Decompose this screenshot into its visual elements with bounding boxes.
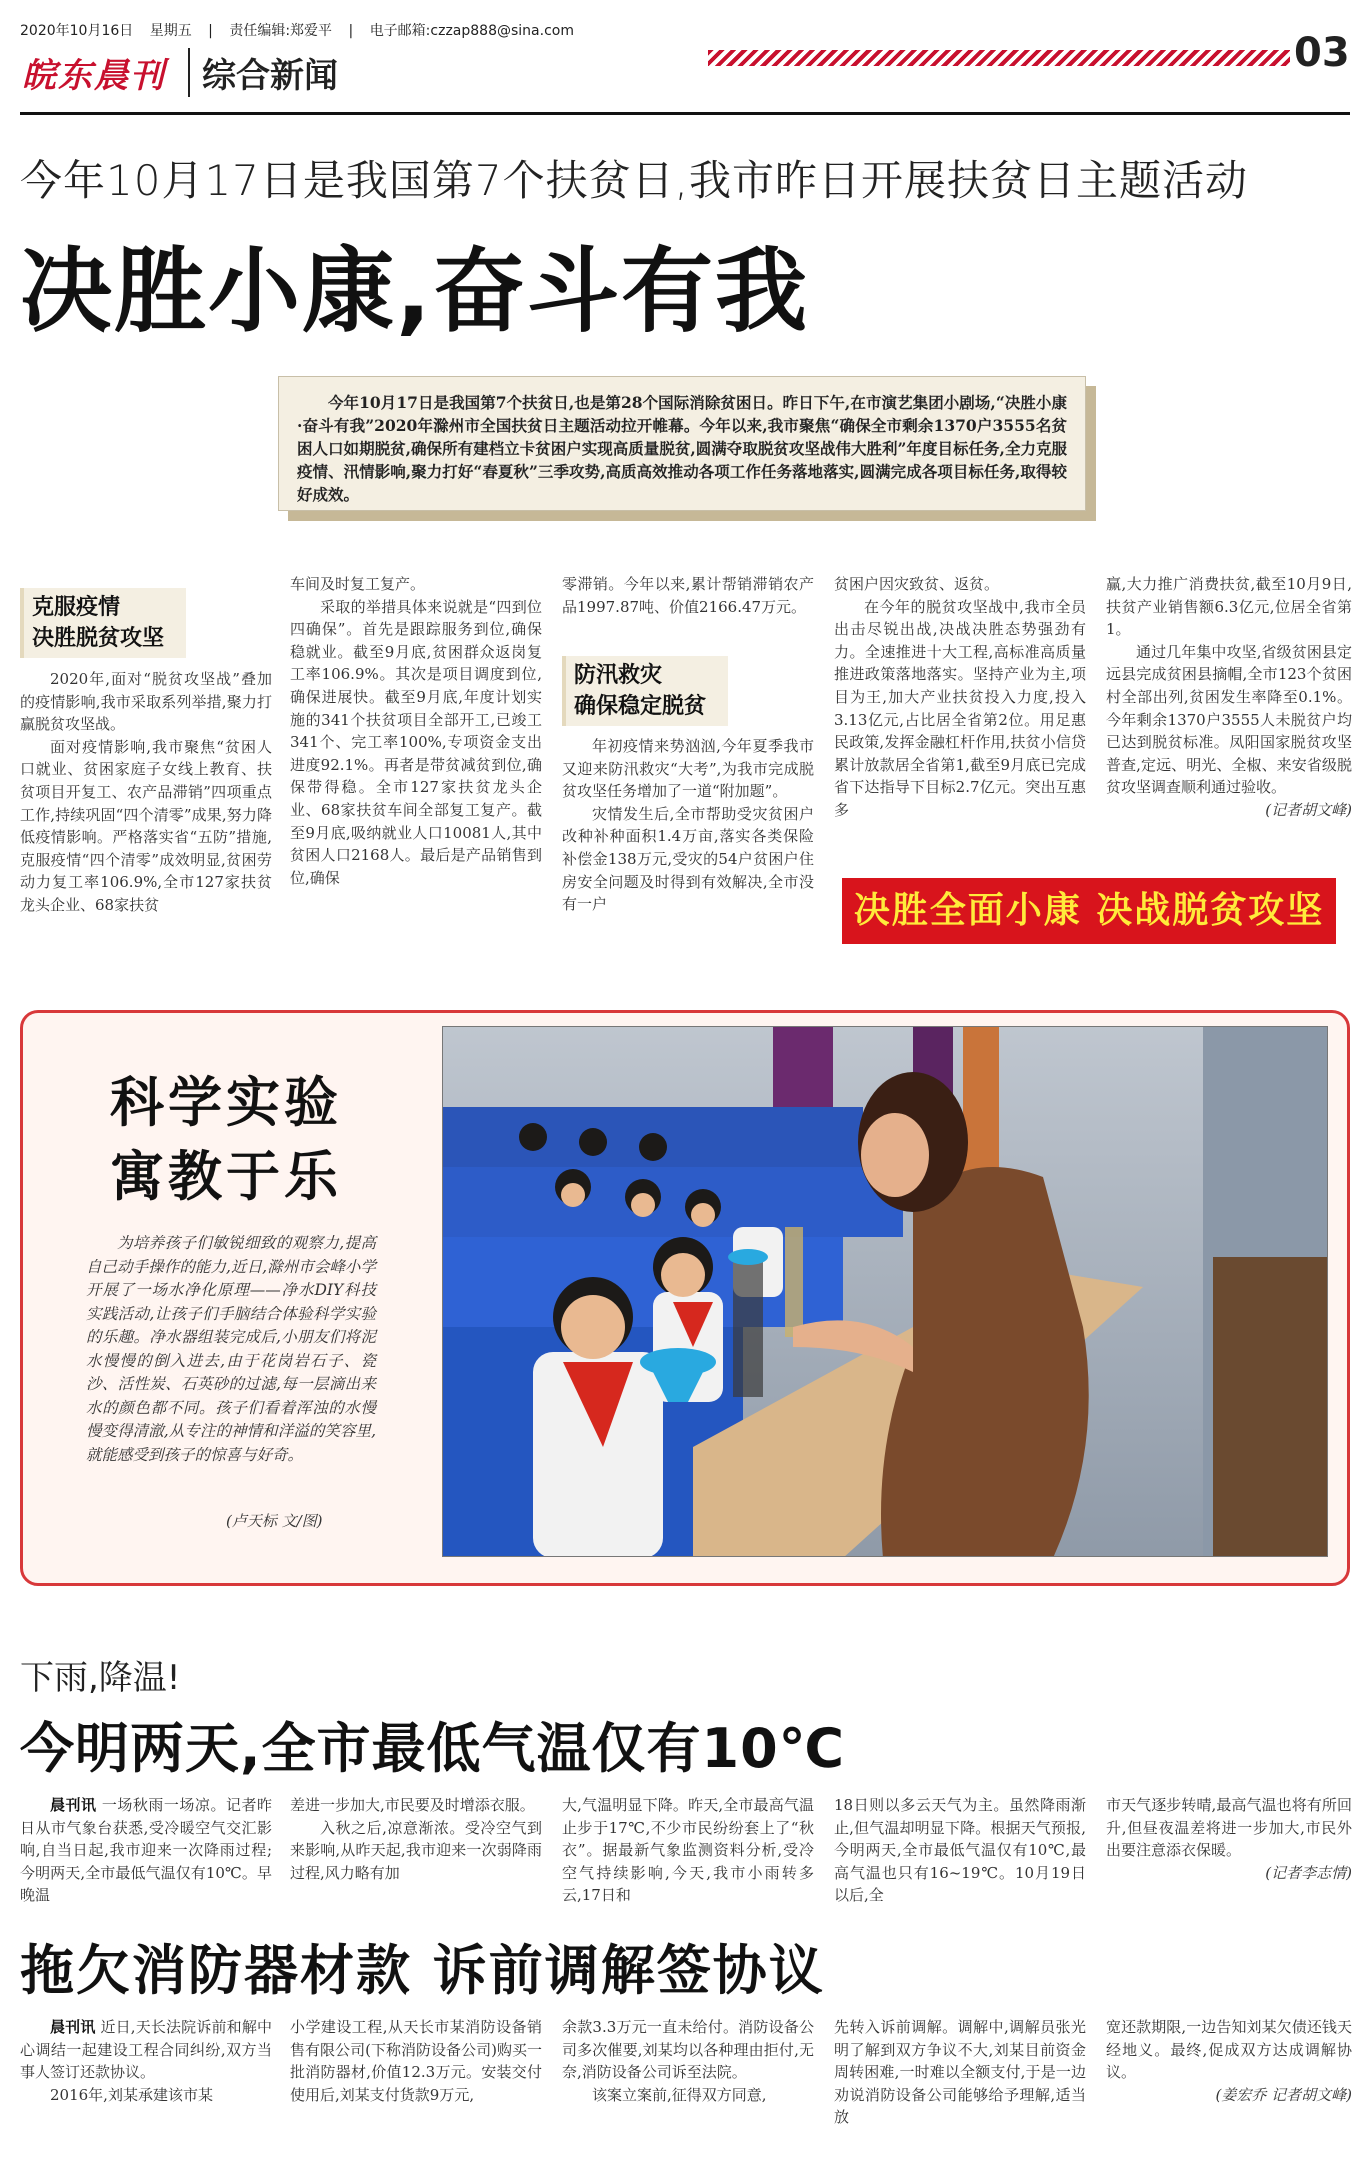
paragraph: 年初疫情来势汹汹,今年夏季我市又迎来防汛救灾“大考”,为我市完成脱贫攻坚任务增加了一道“附加题”。 [562, 737, 814, 801]
lead-kicker: 今年10月17日是我国第7个扶贫日,我市昨日开展扶贫日主题活动 [20, 156, 1248, 205]
paragraph: 小学建设工程,从天长市某消防设备销售有限公司(下称消防设备公司)购买一批消防器材,价值12.3万元。安装交付使用后,刘某支付货款9万元, [290, 2018, 542, 2104]
editor-email: 电子邮箱:czzap888@sina.com [369, 23, 574, 39]
byline: (姜宏乔 记者胡文峰) [1215, 2085, 1352, 2104]
weather-column-3 [562, 1794, 814, 1907]
classroom-photo [442, 1026, 1328, 1557]
paragraph: 大,气温明显下降。昨天,全市最高气温止步于17℃,不少市民纷纷套上了“秋衣”。据最新气象监测资料分析,受冷空气持续影响,今天,我市小雨转多云,17日和 [562, 1796, 814, 1905]
paragraph: 宽还款期限,一边告知刘某欠债还钱天经地义。最终,促成双方达成调解协议。 [1106, 2018, 1352, 2082]
paragraph: 在今年的脱贫攻坚战中,我市全员出击尽锐出战,决战决胜态势强劲有力。全速推进十大工程,高标准高质量推进政策落地落实。坚持产业为主,项目为王,加大产业扶贫投入力度,投入3.13亿元,占比居全省第2位。用足惠民政策,发挥金融杠杆作用,扶贫小信贷累计放款居全省第1,截至9月底已完成省下达指导下目标2.7亿元。突出互惠多 [834, 597, 1086, 819]
lead-column-4 [834, 573, 1086, 822]
subhead-line: 确保稳定脱贫 [574, 694, 707, 719]
subhead-line: 决胜脱贫攻坚 [32, 626, 165, 651]
paragraph: 入秋之后,凉意渐浓。受冷空气到来影响,从昨天起,我市迎来一次弱降雨过程,风力略有加 [290, 1818, 542, 1882]
lead-headline: 决胜小康,奋斗有我 [20, 238, 809, 345]
dateline: 2020年10月16日 星期五 | 责任编辑:郑爱平 | 电子邮箱:czzap888@sina.com [20, 23, 574, 39]
paragraph: 通过几年集中攻坚,省级贫困县定远县完成贫困县摘帽,全市123个贫困村全部出列,贫困发生率降至0.1%。今年剩余1370户3555人未脱贫户均已达到脱贫标准。凤阳国家脱贫攻坚普查,定远、明光、全椒、来安省级脱贫攻坚调查顺利通过验收。 [1106, 642, 1352, 797]
classroom-photo-image [443, 1027, 1328, 1557]
title-line: 寓教于乐 [110, 1145, 342, 1208]
paragraph: 2016年,刘某承建该市某 [50, 2085, 213, 2104]
photo-story-text: 为培养孩子们敏锐细致的观察力,提高自己动手操作的能力,近日,滁州市会峰小学开展了一场水净化原理——净水DIY科技实践活动,让孩子们手脑结合体验科学实验的乐趣。净水器组装完成后,小朋友们将泥水慢慢的倒入进去,由于花岗岩石子、瓷沙、活性炭、石英砂的过滤,每一层滴出来水的颜色都不同。孩子们看着浑浊的水慢慢变得清澈,从专注的神情和洋溢的笑容里,就能感受到孩子的惊喜与好奇。 [86, 1234, 376, 1464]
weather-headline: 今明两天,全市最低气温仅有10℃ [20, 1717, 846, 1780]
paragraph: 近日,天长法院诉前和解中心调结一起建设工程合同纠纷,双方当事人签订还款协议。 [20, 2018, 272, 2082]
paragraph: 车间及时复工复产。 [290, 575, 426, 593]
fire-column-2 [290, 2016, 542, 2106]
lead-column-2 [290, 573, 542, 889]
header-divider [20, 112, 1350, 115]
subhead-epidemic [20, 588, 186, 658]
issue-date: 2020年10月16日 [20, 23, 134, 39]
paragraph: 市天气逐步转晴,最高气温也将有所回升,但昼夜温差将进一步加大,市民外出要注意添衣保暖。 [1106, 1796, 1352, 1860]
news-tag: 晨刊讯 [50, 1796, 97, 1814]
news-tag: 晨刊讯 [50, 2018, 96, 2036]
paragraph: 零滞销。今年以来,累计帮销滞销农产品1997.87吨、价值2166.47万元。 [562, 575, 814, 616]
header-stripe [708, 50, 1290, 66]
paper-logo: 皖东晨刊 [22, 56, 166, 96]
weather-column-4 [834, 1794, 1086, 1907]
paragraph: 面对疫情影响,我市聚焦“贫困人口就业、贫困家庭子女线上教育、扶贫项目开复工、农产品滞销”四项重点工作,持续巩固“四个清零”成果,努力降低疫情影响。严格落实省“五防”措施,克服疫情“四个清零”成效明显,贫困劳动力复工率106.9%,全市127家扶贫龙头企业、68家扶贫 [20, 737, 272, 914]
lead-column-3b [562, 735, 814, 916]
issue-weekday: 星期五 [149, 23, 192, 39]
byline: (记者李志情) [1265, 1863, 1352, 1882]
paragraph: 该案立案前,征得双方同意, [592, 2085, 767, 2104]
fire-column-5 [1106, 2016, 1352, 2106]
lead-summary: 今年10月17日是我国第7个扶贫日,也是第28个国际消除贫困日。昨日下午,在市演艺集团小剧场,“决胜小康·奋斗有我”2020年滁州市全国扶贫日主题活动拉开帷幕。今年以来,我市聚焦“确保全市剩余1370户3555名贫困人口如期脱贫,确保所有建档立卡贫困户实现高质量脱贫,圆满夺取脱贫攻坚战伟大胜利”年度目标任务,全力克服疫情、汛情影响,聚力打好“春夏秋”三季攻势,高质高效推动各项工作任务落地落实,圆满完成各项目标任务,取得较好成效。 [278, 376, 1086, 511]
paragraph: 余款3.3万元一直未给付。消防设备公司多次催要,刘某均以各种理由拒付,无奈,消防设备公司诉至法院。 [562, 2018, 814, 2082]
fire-column-1 [20, 2016, 272, 2106]
paragraph: 18日则以多云天气为主。虽然降雨渐止,但气温却明显下降。根据天气预报,今明两天,全市最低气温仅有10℃,最高气温也只有16~19℃。10月19日以后,全 [834, 1796, 1086, 1905]
subhead-line: 防汛救灾 [574, 663, 663, 688]
section-title: 综合新闻 [188, 48, 338, 97]
paragraph: 赢,大力推广消费扶贫,截至10月9日,扶贫产业销售额6.3亿元,位居全省第1。 [1106, 575, 1352, 639]
paragraph: 差进一步加大,市民要及时增添衣服。 [290, 1796, 535, 1814]
weather-column-1 [20, 1794, 272, 1907]
paragraph: 采取的举措具体来说就是“四到位四确保”。首先是跟踪服务到位,确保稳就业。截至9月底,贫困群众返岗复工率106.9%。其次是项目调度到位,确保进展快。截至9月底,年度计划实施的341个扶贫项目全部开工,已竣工341个、完工率100%,专项资金支出进度92.1%。再者是带贫减贫到位,确保带得稳。全市127家扶贫龙头企业、68家扶贫车间全部复工复产。截至9月底,吸纳就业人口10081人,其中贫困人口2168人。最后是产品销售到位,确保 [290, 597, 542, 887]
title-line: 科学实验 [110, 1071, 342, 1134]
photo-story-title [110, 1066, 342, 1214]
weather-kicker: 下雨,降温! [20, 1658, 181, 1698]
paragraph: 灾情发生后,全市帮助受灾贫困户改种补种面积1.4万亩,落实各类保险补偿金138万元,受灾的54户贫困户住房安全问题及时得到有效解决,全市没有一户 [562, 804, 814, 914]
lead-column-5 [1106, 573, 1352, 822]
subhead-flood [562, 656, 728, 726]
lead-column-1 [20, 668, 272, 917]
editor-credit: 责任编辑:郑爱平 [229, 23, 333, 39]
photo-credit: (卢天标 文/图) [226, 1512, 323, 1530]
paragraph: 2020年,面对“脱贫攻坚战”叠加的疫情影响,我市采取系列举措,聚力打赢脱贫攻坚战。 [20, 670, 272, 734]
weather-column-5 [1106, 1794, 1352, 1884]
weather-column-2 [290, 1794, 542, 1884]
page-number: 03 [1294, 30, 1350, 76]
lead-column-3 [562, 573, 814, 618]
paragraph: 一场秋雨一场凉。记者昨日从市气象台获悉,受冷暖空气交汇影响,自当日起,我市迎来一次降雨过程;今明两天,全市最低气温仅有10℃。早晚温 [20, 1796, 272, 1905]
paragraph: 先转入诉前调解。调解中,调解员张光明了解到双方争议不大,刘某目前资金周转困难,一时难以全额支付,于是一边劝说消防设备公司能够给予理解,适当放 [834, 2018, 1086, 2127]
fire-headline: 拖欠消防器材款 诉前调解签协议 [20, 1939, 825, 2002]
byline: (记者胡文峰) [1265, 800, 1352, 819]
subhead-line: 克服疫情 [32, 595, 121, 620]
slogan-banner: 决胜全面小康 决战脱贫攻坚 [842, 878, 1336, 944]
fire-column-4 [834, 2016, 1086, 2129]
fire-column-3 [562, 2016, 814, 2106]
paragraph: 贫困户因灾致贫、返贫。 [834, 575, 1000, 593]
